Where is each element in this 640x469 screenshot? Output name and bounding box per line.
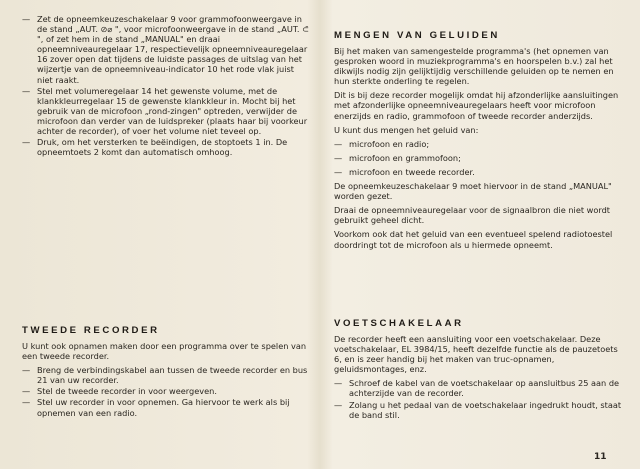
list-item: — Stel de tweede recorder in voor weergeven.: [22, 386, 217, 397]
paragraph: Bij het maken van samengestelde programma's (het opnemen van gesproken woord in muziekprogramma's en hoorspelen b.v.) zal het dikwijls nodig zijn gelijktijdig verschillende geluiden op te nemen en hun sterkte onderling te regelen.: [334, 46, 614, 87]
list-item: — microfoon en radio;: [334, 138, 430, 149]
paragraph: De recorder heeft een aansluiting voor een voetschakelaar. Deze voetschakelaar, EL 3984/15, heeft dezelfde functie als de pauzetoets 6, en is zeer handig bij het maken van truc-opnamen, geluidsmontages, enz.: [334, 334, 618, 375]
list-item: — Stel met volumeregelaar 14 het gewenste volume, met de klankkleurregelaar 15 de gewenste klankkleur in. Mocht bij het gebruik van de microfoon „rond-zingen" optreden, verwijder de microfoon dan verder van de luidspreker (plaats haar bij voorkeur achter de recorder), of voer het volume niet teveel op.: [22, 85, 308, 137]
paragraph: U kunt ook opnamen maken door een programma over te spelen van een tweede recorder.: [22, 341, 307, 362]
list-item: — microfoon en grammofoon;: [334, 152, 461, 163]
left-column: [22, 14, 312, 158]
list-item: — microfoon en tweede recorder.: [334, 166, 475, 177]
list-item: — Schroef de kabel van de voetschakelaar op aansluitbus 25 aan de achterzijde van de recorder.: [334, 378, 620, 399]
list-item: — Stel uw recorder in voor opnemen. Ga hiervoor te werk als bij opnemen van een radio.: [22, 397, 290, 418]
paragraph: Dit is bij deze recorder mogelijk omdat hij afzonderlijke aansluitingen met afzonderlijke opneemniveauregelaars heeft voor microfoon enerzijds en radio, grammofoon of tweede recorder anderzijds.: [334, 90, 619, 121]
paragraph: U kunt dus mengen het geluid van:: [334, 124, 479, 135]
section-heading: MENGEN VAN GELUIDEN: [334, 30, 500, 41]
section-voetschakelaar: [334, 318, 626, 421]
section-heading: VOETSCHAKELAAR: [334, 318, 464, 329]
section-tweede-recorder: [22, 325, 312, 419]
list-item: — Breng de verbindingskabel aan tussen de tweede recorder en bus 21 van uw recorder.: [22, 365, 308, 386]
paragraph: Draai de opneemniveauregelaar voor de signaalbron die niet wordt gebruikt geheel dicht.: [334, 205, 611, 226]
section-mengen: [334, 30, 626, 254]
list-item: — Zet de opneemkeuzeschakelaar 9 voor grammofoonweergave in de stand „AUT. ⊘⌀ ", voor microfoonweergave in de stand „AUT. ⊂̄ ", of zet hem in de stand „MANUAL" en draai opneemniveauregelaar 17, respectievelijk opneemniveauregelaar 16 zover open dat tijdens de luidste passages de uitslag van het wijzertje van de opneemniveau-indicator 10 het rode vlak juist niet raakt.: [22, 14, 309, 85]
paragraph: De opneemkeuzeschakelaar 9 moet hiervoor in de stand „MANUAL" worden gezet.: [334, 181, 612, 202]
list-item: — Druk, om het versterken te beëindigen, de stoptoets 1 in. De opneemtoets 2 komt dan automatisch omhoog.: [22, 137, 288, 158]
paragraph: Voorkom ook dat het geluid van een eventueel spelend radiotoestel doordringt tot de microfoon als u hiermede opneemt.: [334, 229, 613, 250]
list-item: — Zolang u het pedaal van de voetschakelaar ingedrukt houdt, staat de band stil.: [334, 399, 622, 420]
section-heading: TWEEDE RECORDER: [22, 325, 160, 336]
page-number: 11: [594, 452, 607, 462]
